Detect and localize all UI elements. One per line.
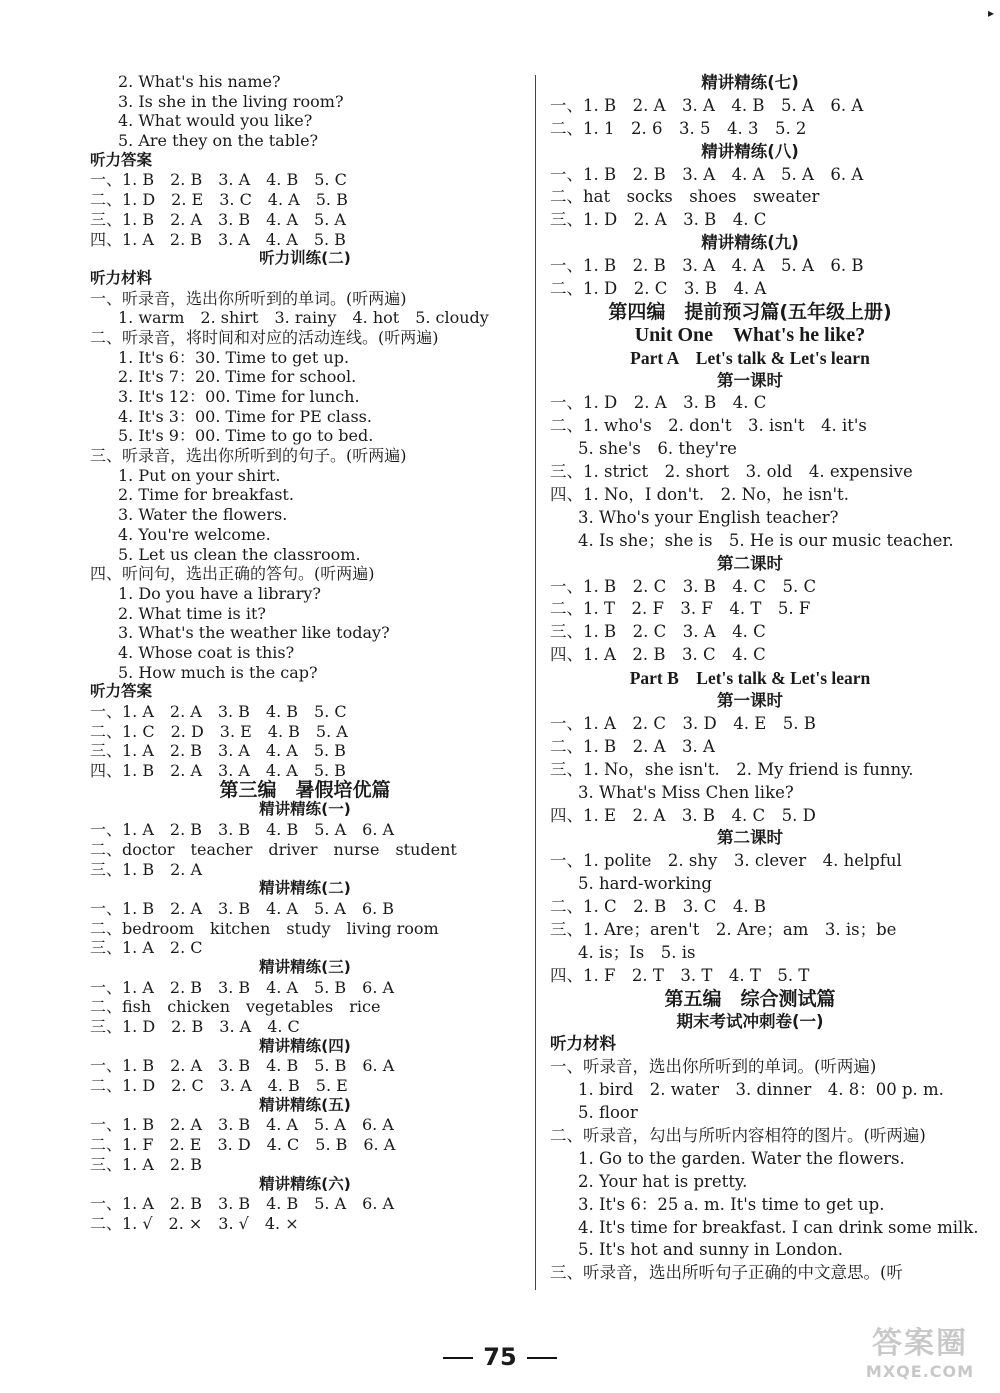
right-line: 一、1. polite 2. shy 3. clever 4. helpful <box>550 851 902 871</box>
left-line: 二、1. D 2. C 3. A 4. B 5. E <box>90 1076 348 1096</box>
right-line: 一、1. A 2. C 3. D 4. E 5. B <box>550 713 816 733</box>
right-line: 二、1. who's 2. don't 3. isn't 4. it's <box>550 416 867 436</box>
watermark <box>860 1318 980 1381</box>
right-line: 3. It's 6：25 a. m. It's time to get up. <box>578 1194 885 1214</box>
right-line: 三、听录音，选出所听句子正确的中文意思。(听 <box>550 1263 903 1283</box>
page-number-dash-right <box>527 1357 557 1359</box>
right-line: 二、1. T 2. F 3. F 4. T 5. F <box>550 599 811 619</box>
left-line: 4. Whose coat is this? <box>118 642 295 662</box>
right-line: 2. Your hat is pretty. <box>578 1171 748 1191</box>
right-line: 第五编 综合测试篇 <box>664 987 836 1010</box>
right-line: 5. she's 6. they're <box>578 439 737 459</box>
left-line: 4. What would you like? <box>118 111 313 131</box>
left-line: 一、1. B 2. A 3. B 4. B 5. B 6. A <box>90 1056 395 1076</box>
right-line: 二、听录音，勾出与所听内容相符的图片。(听两遍) <box>550 1125 926 1145</box>
left-line: 第三编 暑假培优篇 <box>219 778 391 801</box>
left-line: 2. What's his name? <box>118 72 281 91</box>
right-line: 第二课时 <box>717 828 783 848</box>
column-divider <box>535 75 536 1290</box>
right-line: 一、1. D 2. A 3. B 4. C <box>550 393 767 413</box>
left-line: 3. Water the flowers. <box>118 505 288 525</box>
left-line: 精讲精练(六) <box>259 1174 351 1193</box>
right-line: 一、听录音，选出你所听到的单词。(听两遍) <box>550 1057 877 1077</box>
page-number-dash-left <box>443 1357 473 1359</box>
left-line: 听力材料 <box>90 268 153 287</box>
right-line: 四、1. No，I don't. 2. No，he isn't. <box>550 485 849 505</box>
left-line: 三、听录音，选出你所听到的句子。(听两遍) <box>90 446 407 466</box>
right-line: Unit One What's he like? <box>634 323 866 346</box>
corner-arrow-icon: ▸ <box>987 6 994 20</box>
left-line: 四、1. A 2. B 3. A 4. A 5. B <box>90 229 346 249</box>
right-line: 3. Who's your English teacher? <box>578 507 839 527</box>
left-line: 精讲精练(二) <box>259 879 351 898</box>
left-line: 4. You're welcome. <box>118 524 271 544</box>
right-line: 一、1. B 2. B 3. A 4. A 5. A 6. B <box>550 256 864 276</box>
right-line: 二、1. B 2. A 3. A <box>550 736 715 756</box>
right-line: 第一课时 <box>717 691 783 711</box>
left-line: 二、fish chicken vegetables rice <box>90 997 381 1017</box>
right-line: 二、1. D 2. C 3. B 4. A <box>550 279 767 299</box>
right-line: 一、1. B 2. C 3. B 4. C 5. C <box>550 576 817 596</box>
left-line: 一、1. A 2. B 3. B 4. A 5. B 6. A <box>90 977 395 997</box>
left-line: 精讲精练(一) <box>259 800 351 819</box>
right-line: 听力材料 <box>550 1034 616 1054</box>
left-line: 一、1. A 2. A 3. B 4. B 5. C <box>90 702 347 721</box>
left-line: 5. How much is the cap? <box>118 662 318 682</box>
left-line: 5. It's 9：00. Time to go to bed. <box>118 426 374 446</box>
left-line: 二、doctor teacher driver nurse student <box>90 839 457 859</box>
left-line: 一、1. B 2. A 3. B 4. A 5. A 6. A <box>90 1115 394 1135</box>
right-line: 1. Go to the garden. Water the flowers. <box>578 1148 905 1168</box>
page-number-value: 75 <box>483 1343 517 1371</box>
left-line: 一、1. A 2. B 3. B 4. B 5. A 6. A <box>90 820 395 840</box>
left-line: 一、1. B 2. B 3. A 4. B 5. C <box>90 170 347 190</box>
left-line: 1. warm 2. shirt 3. rainy 4. hot 5. cloudy <box>118 308 489 328</box>
right-line: 二、1. 1 2. 6 3. 5 4. 3 5. 2 <box>550 118 807 138</box>
left-line: 三、1. A 2. B 3. A 4. A 5. B <box>90 741 346 761</box>
left-line: 3. What's the weather like today? <box>118 623 390 643</box>
left-line: 三、1. A 2. C <box>90 938 203 958</box>
left-line: 精讲精练(五) <box>259 1095 351 1114</box>
right-line: 3. What's Miss Chen like? <box>578 782 794 802</box>
right-line: 4. is；Is 5. is <box>578 942 696 962</box>
right-line: 5. It's hot and sunny in London. <box>578 1240 844 1260</box>
left-line: 三、1. B 2. A <box>90 859 203 879</box>
left-line: 一、1. A 2. B 3. B 4. B 5. A 6. A <box>90 1194 395 1214</box>
right-line: Part A Let's talk & Let's learn <box>630 347 870 368</box>
page-number <box>0 1343 1000 1371</box>
right-line: 一、1. B 2. A 3. A 4. B 5. A 6. A <box>550 95 864 115</box>
left-line: 精讲精练(四) <box>259 1036 351 1055</box>
right-line: 四、1. E 2. A 3. B 4. C 5. D <box>550 805 816 825</box>
left-line: 2. Time for breakfast. <box>118 485 294 505</box>
left-line: 二、1. C 2. D 3. E 4. B 5. A <box>90 721 348 741</box>
left-line: 四、1. B 2. A 3. A 4. A 5. B <box>90 761 346 781</box>
left-line: 二、1. F 2. E 3. D 4. C 5. B 6. A <box>90 1135 396 1155</box>
right-line: 四、1. F 2. T 3. T 4. T 5. T <box>550 965 810 985</box>
right-line: 期末考试冲刺卷(一) <box>676 1011 824 1031</box>
right-line: 第四编 提前预习篇(五年级上册) <box>608 300 892 323</box>
right-line: 二、hat socks shoes sweater <box>550 187 820 207</box>
left-line: 三、1. A 2. B <box>90 1154 203 1174</box>
left-line: 5. Let us clean the classroom. <box>118 544 361 564</box>
right-line: 精讲精练(九) <box>701 233 799 253</box>
right-line: 4. Is she；she is 5. He is our music teacher. <box>578 530 954 550</box>
right-line: 二、1. C 2. B 3. C 4. B <box>550 897 766 917</box>
left-line: 听力答案 <box>90 150 153 169</box>
right-line: 一、1. B 2. B 3. A 4. A 5. A 6. A <box>550 164 864 184</box>
right-line: 三、1. B 2. C 3. A 4. C <box>550 622 766 642</box>
left-line: 二、听录音，将时间和对应的活动连线。(听两遍) <box>90 327 439 347</box>
right-line: 三、1. D 2. A 3. B 4. C <box>550 210 767 230</box>
left-column <box>90 72 520 1234</box>
left-line: 三、1. B 2. A 3. B 4. A 5. A <box>90 209 346 229</box>
right-line: 三、1. strict 2. short 3. old 4. expensive <box>550 462 913 482</box>
right-line: 4. It's time for breakfast. I can drink some milk. <box>578 1217 979 1237</box>
watermark-line1: 答案圈 <box>872 1326 968 1361</box>
left-line: 5. Are they on the table? <box>118 131 319 151</box>
left-line: 四、听问句，选出正确的答句。(听两遍) <box>90 564 375 584</box>
left-line: 3. Is she in the living room? <box>118 91 344 111</box>
right-line: 三、1. No，she isn't. 2. My friend is funny. <box>550 759 914 779</box>
left-line: 精讲精练(三) <box>259 957 351 976</box>
left-line: 2. It's 7：20. Time for school. <box>118 367 357 387</box>
right-line: 5. floor <box>578 1103 638 1123</box>
right-line: 5. hard-working <box>578 874 712 894</box>
left-line: 听力答案 <box>90 682 153 701</box>
left-line: 3. It's 12：00. Time for lunch. <box>118 387 360 406</box>
right-line: 三、1. Are；aren't 2. Are；am 3. is；be <box>550 919 897 939</box>
left-line: 2. What time is it? <box>118 603 266 623</box>
left-line: 二、bedroom kitchen study living room <box>90 918 439 938</box>
right-line: 1. bird 2. water 3. dinner 4. 8：00 p. m. <box>578 1080 944 1100</box>
right-line: 精讲精练(七) <box>701 73 799 92</box>
right-line: 第二课时 <box>717 553 783 573</box>
right-line: 第一课时 <box>717 370 783 390</box>
right-line: 四、1. A 2. B 3. C 4. C <box>550 645 766 665</box>
left-line: 听力训练(二) <box>259 249 351 268</box>
left-line: 一、听录音，选出你所听到的单词。(听两遍) <box>90 288 407 308</box>
left-line: 二、1. √ 2. × 3. √ 4. × <box>90 1213 299 1233</box>
left-line: 1. Put on your shirt. <box>118 465 281 485</box>
left-line: 三、1. D 2. B 3. A 4. C <box>90 1017 300 1036</box>
left-line: 1. Do you have a library? <box>118 583 321 603</box>
right-line: Part B Let's talk & Let's learn <box>629 668 871 689</box>
watermark-line2: MXQE.COM <box>865 1362 975 1381</box>
right-line: 精讲精练(八) <box>701 141 799 161</box>
left-line: 一、1. B 2. A 3. B 4. A 5. A 6. B <box>90 898 395 918</box>
right-column <box>550 72 979 1285</box>
left-line: 4. It's 3：00. Time for PE class. <box>118 406 372 426</box>
left-line: 二、1. D 2. E 3. C 4. A 5. B <box>90 190 348 210</box>
left-line: 1. It's 6：30. Time to get up. <box>118 347 350 367</box>
